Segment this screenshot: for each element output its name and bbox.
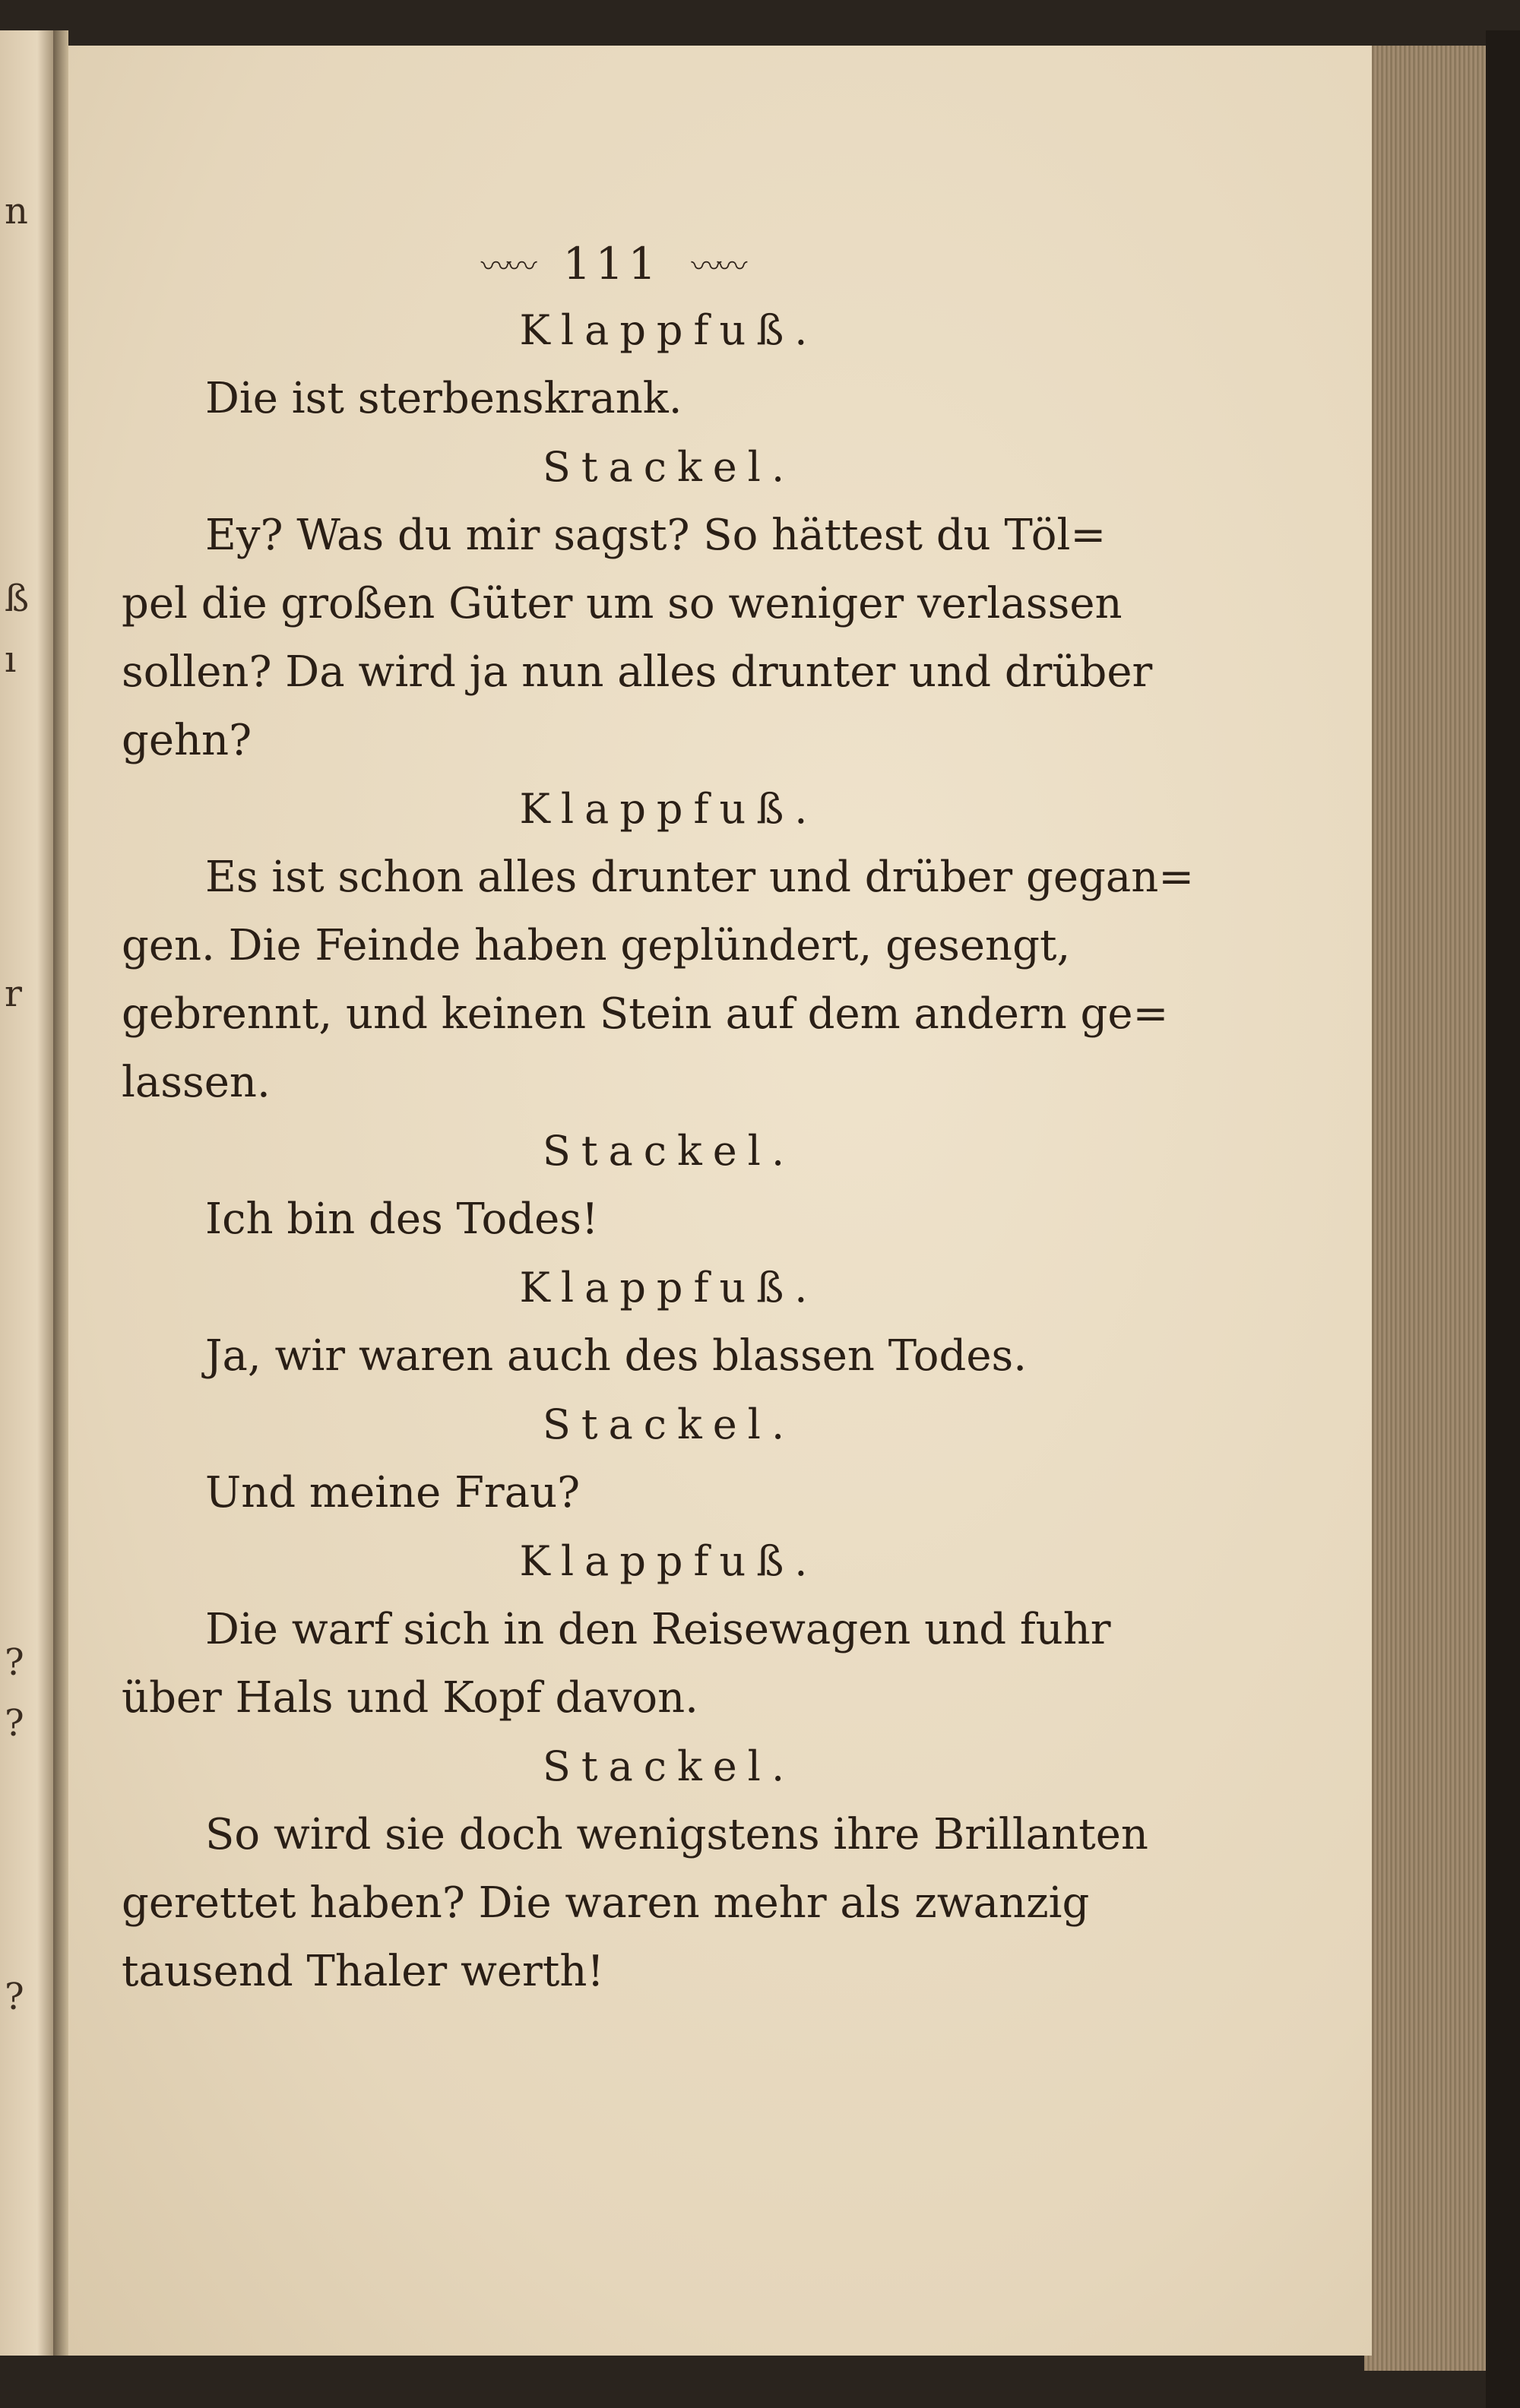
speech-line: Es ist schon alles drunter und drüber gegan=: [205, 853, 1195, 902]
book-gutter: [53, 30, 68, 2356]
speech-line: über Hals und Kopf davon.: [122, 1673, 698, 1723]
speaker-name: Stackel.: [542, 1742, 796, 1790]
left-page-fragment: ?: [5, 1702, 24, 1745]
speech-line: lassen.: [122, 1058, 271, 1107]
speech-line: Die ist sterbenskrank.: [205, 374, 682, 423]
previous-page-edge: [0, 30, 53, 2356]
page-text: [122, 296, 1195, 2006]
left-page-fragment: n: [5, 190, 28, 233]
speech-line: pel die großen Güter um so weniger verlassen: [122, 579, 1123, 628]
book-cover-edge: [1486, 30, 1520, 2408]
speaker-name: Stackel.: [542, 1400, 796, 1448]
speaker-name: Klappfuß.: [519, 1264, 819, 1312]
speech-line: gen. Die Feinde haben geplündert, gesengt,: [122, 921, 1071, 970]
left-page-fragment: ß: [5, 577, 30, 620]
speech-line: Und meine Frau?: [205, 1468, 581, 1517]
speaker-name: Stackel.: [542, 1127, 796, 1175]
speech-line: gehn?: [122, 716, 252, 765]
left-page-fragment: ?: [5, 1976, 24, 2018]
page-edges: [1364, 46, 1486, 2371]
speech-line: tausend Thaler werth!: [122, 1947, 604, 1996]
ornament-left: 〰〰: [480, 248, 533, 284]
left-page-fragment: r: [5, 973, 22, 1015]
speech-line: Ja, wir waren auch des blassen Todes.: [205, 1331, 1028, 1381]
speaker-name: Stackel.: [542, 443, 796, 491]
speech-line: So wird sie doch wenigstens ihre Brillanten: [205, 1810, 1148, 1859]
speech-line: Ich bin des Todes!: [205, 1195, 599, 1244]
page-header: [433, 237, 790, 290]
speech-line: sollen? Da wird ja nun alles drunter und drüber: [122, 647, 1153, 697]
speech-line: Die warf sich in den Reisewagen und fuhr: [205, 1605, 1111, 1654]
speaker-name: Klappfuß.: [519, 1537, 819, 1585]
left-page-fragment: ?: [5, 1641, 24, 1684]
page-number: 111: [562, 238, 661, 290]
speech-line: gebrennt, und keinen Stein auf dem andern ge=: [122, 989, 1169, 1039]
ornament-right: 〰〰: [691, 248, 743, 284]
speech-line: gerettet haben? Die waren mehr als zwanzig: [122, 1878, 1090, 1928]
speaker-name: Klappfuß.: [519, 785, 819, 833]
speaker-name: Klappfuß.: [519, 306, 819, 354]
speech-line: Ey? Was du mir sagst? So hättest du Töl=: [205, 511, 1107, 560]
left-page-fragment: ı: [5, 638, 17, 681]
